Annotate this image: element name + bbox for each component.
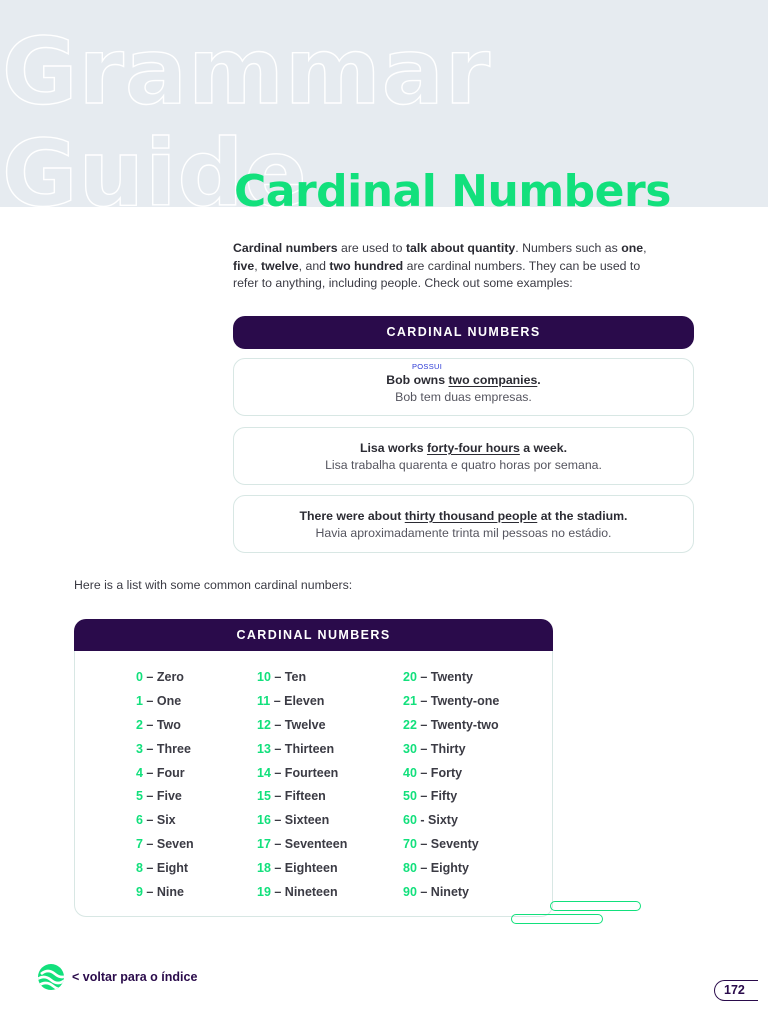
number-word: – Ninety bbox=[416, 885, 470, 900]
number-digit: 21 bbox=[403, 693, 417, 708]
example-english bbox=[234, 509, 693, 523]
number-digit: 60 bbox=[403, 813, 417, 828]
number-word: – Seventeen bbox=[270, 837, 348, 852]
example-text: a week. bbox=[519, 441, 568, 455]
number-word: – Nine bbox=[142, 885, 184, 900]
number-row bbox=[136, 809, 194, 833]
number-row bbox=[136, 833, 194, 857]
number-word: – Thirteen bbox=[270, 741, 335, 756]
number-word: – Twenty-one bbox=[416, 693, 500, 708]
number-word: – Nineteen bbox=[270, 885, 338, 900]
number-word: – Twenty-two bbox=[416, 717, 499, 732]
intro-example-word: two hundred bbox=[329, 258, 404, 273]
number-word: – Three bbox=[142, 741, 191, 756]
number-row bbox=[257, 809, 347, 833]
number-word: – Seven bbox=[142, 837, 194, 852]
number-row bbox=[257, 690, 347, 714]
number-word: – Forty bbox=[416, 765, 463, 780]
number-digit: 11 bbox=[257, 693, 271, 708]
number-digit: 8 bbox=[136, 861, 143, 876]
example-text: at the stadium. bbox=[537, 509, 628, 523]
number-digit: 6 bbox=[136, 813, 143, 828]
number-word: – Fourteen bbox=[270, 765, 339, 780]
number-row bbox=[257, 881, 347, 905]
number-digit: 18 bbox=[257, 861, 271, 876]
number-row bbox=[257, 738, 347, 762]
number-digit: 15 bbox=[257, 789, 271, 804]
example-english bbox=[234, 441, 693, 455]
intro-text: , bbox=[643, 241, 647, 255]
number-row bbox=[257, 785, 347, 809]
number-word: – Two bbox=[142, 717, 181, 732]
number-digit: 4 bbox=[136, 765, 143, 780]
example-card bbox=[233, 427, 694, 485]
number-word: – Eleven bbox=[270, 693, 325, 708]
watermark-guide: Guide bbox=[2, 120, 308, 207]
number-row bbox=[136, 666, 194, 690]
number-row bbox=[403, 833, 499, 857]
example-english bbox=[234, 373, 693, 387]
number-digit: 13 bbox=[257, 741, 271, 756]
number-digit: 16 bbox=[257, 813, 271, 828]
number-word: – Zero bbox=[142, 670, 184, 684]
back-link-label[interactable]: < voltar para o índice bbox=[72, 970, 198, 984]
numbers-column bbox=[403, 666, 499, 905]
number-digit: 30 bbox=[403, 741, 417, 756]
example-highlight: forty-four hours bbox=[426, 441, 520, 455]
number-word: – Four bbox=[142, 765, 185, 780]
number-word: – Sixteen bbox=[270, 813, 330, 828]
intro-example-word: one bbox=[621, 241, 644, 255]
number-row bbox=[403, 762, 499, 786]
numbers-column bbox=[257, 666, 347, 905]
number-digit: 5 bbox=[136, 789, 143, 804]
intro-text: . Numbers such as bbox=[515, 241, 622, 255]
number-word: – Fifteen bbox=[270, 789, 326, 804]
number-digit: 19 bbox=[257, 885, 271, 900]
number-row bbox=[136, 857, 194, 881]
number-row bbox=[136, 785, 194, 809]
number-row bbox=[403, 714, 499, 738]
number-row bbox=[136, 714, 194, 738]
number-digit: 14 bbox=[257, 765, 271, 780]
number-row bbox=[257, 714, 347, 738]
number-row bbox=[403, 809, 499, 833]
number-digit: 0 bbox=[136, 670, 143, 684]
number-digit: 40 bbox=[403, 765, 417, 780]
example-text: Bob owns bbox=[386, 373, 449, 387]
example-highlight: two companies bbox=[448, 373, 538, 387]
number-row bbox=[136, 738, 194, 762]
number-word: – Fifty bbox=[416, 789, 458, 804]
number-row bbox=[403, 785, 499, 809]
number-row bbox=[136, 881, 194, 905]
number-word: – Twelve bbox=[270, 717, 326, 732]
number-row bbox=[257, 666, 347, 690]
intro-example-word: twelve bbox=[261, 258, 299, 273]
number-row bbox=[257, 857, 347, 881]
number-row bbox=[403, 690, 499, 714]
intro-text: are cardinal numbers. They can be used to refer to anything, including people. Check out some examples: bbox=[233, 258, 641, 290]
number-word: – Ten bbox=[270, 670, 307, 684]
number-digit: 2 bbox=[136, 717, 143, 732]
number-row bbox=[136, 762, 194, 786]
decorative-pill bbox=[511, 914, 603, 924]
number-word: - Sixty bbox=[416, 813, 458, 828]
number-row bbox=[136, 690, 194, 714]
number-word: – Seventy bbox=[416, 837, 479, 852]
examples-header: CARDINAL NUMBERS bbox=[233, 316, 694, 349]
number-row bbox=[403, 881, 499, 905]
intro-paragraph bbox=[233, 240, 663, 293]
number-digit: 80 bbox=[403, 861, 417, 876]
list-intro: Here is a list with some common cardinal numbers: bbox=[74, 578, 353, 592]
number-digit: 1 bbox=[136, 693, 143, 708]
number-row bbox=[257, 762, 347, 786]
example-card bbox=[233, 358, 694, 416]
number-row bbox=[403, 857, 499, 881]
number-digit: 3 bbox=[136, 741, 143, 756]
watermark-grammar: Grammar bbox=[2, 18, 492, 125]
example-portuguese: Havia aproximadamente trinta mil pessoas no estádio. bbox=[315, 526, 612, 540]
number-digit: 90 bbox=[403, 885, 417, 900]
intro-text: , and bbox=[298, 258, 330, 273]
example-portuguese: Lisa trabalha quarenta e quatro horas por semana. bbox=[325, 458, 602, 472]
example-text: Lisa works bbox=[359, 441, 427, 455]
number-word: – Eight bbox=[142, 861, 189, 876]
number-row bbox=[403, 738, 499, 762]
brand-logo-icon bbox=[38, 964, 64, 990]
example-portuguese: Bob tem duas empresas. bbox=[395, 390, 532, 404]
numbers-table-header: CARDINAL NUMBERS bbox=[74, 619, 553, 652]
number-word: – Thirty bbox=[416, 741, 466, 756]
page-title: Cardinal Numbers bbox=[234, 166, 671, 217]
number-digit: 9 bbox=[136, 885, 143, 900]
numbers-column bbox=[136, 666, 194, 905]
number-word: – Six bbox=[142, 813, 176, 828]
intro-term: Cardinal numbers bbox=[233, 241, 338, 255]
number-digit: 20 bbox=[403, 670, 417, 684]
number-row bbox=[403, 666, 499, 690]
number-word: – Eighty bbox=[416, 861, 469, 876]
number-word: – Twenty bbox=[416, 670, 473, 684]
number-digit: 22 bbox=[403, 717, 417, 732]
intro-example-word: five bbox=[233, 258, 255, 273]
number-digit: 50 bbox=[403, 789, 417, 804]
number-digit: 12 bbox=[257, 717, 271, 732]
back-to-index-link[interactable] bbox=[38, 964, 197, 990]
number-word: – Eighteen bbox=[270, 861, 338, 876]
intro-emphasis: talk about quantity bbox=[405, 241, 516, 255]
intro-text: are used to bbox=[337, 241, 406, 255]
example-text: There were about bbox=[299, 509, 405, 523]
number-digit: 10 bbox=[257, 670, 271, 684]
number-digit: 70 bbox=[403, 837, 417, 852]
number-word: – One bbox=[142, 693, 182, 708]
number-row bbox=[257, 833, 347, 857]
intro-text: , bbox=[254, 258, 262, 273]
number-digit: 17 bbox=[257, 837, 271, 852]
page-number: 172 bbox=[714, 980, 758, 1001]
decorative-pill bbox=[550, 901, 641, 911]
number-digit: 7 bbox=[136, 837, 143, 852]
example-highlight: thirty thousand people bbox=[404, 509, 538, 523]
example-card bbox=[233, 495, 694, 553]
translation-note: POSSUI bbox=[412, 362, 443, 371]
example-text: . bbox=[537, 373, 541, 387]
number-word: – Five bbox=[142, 789, 182, 804]
